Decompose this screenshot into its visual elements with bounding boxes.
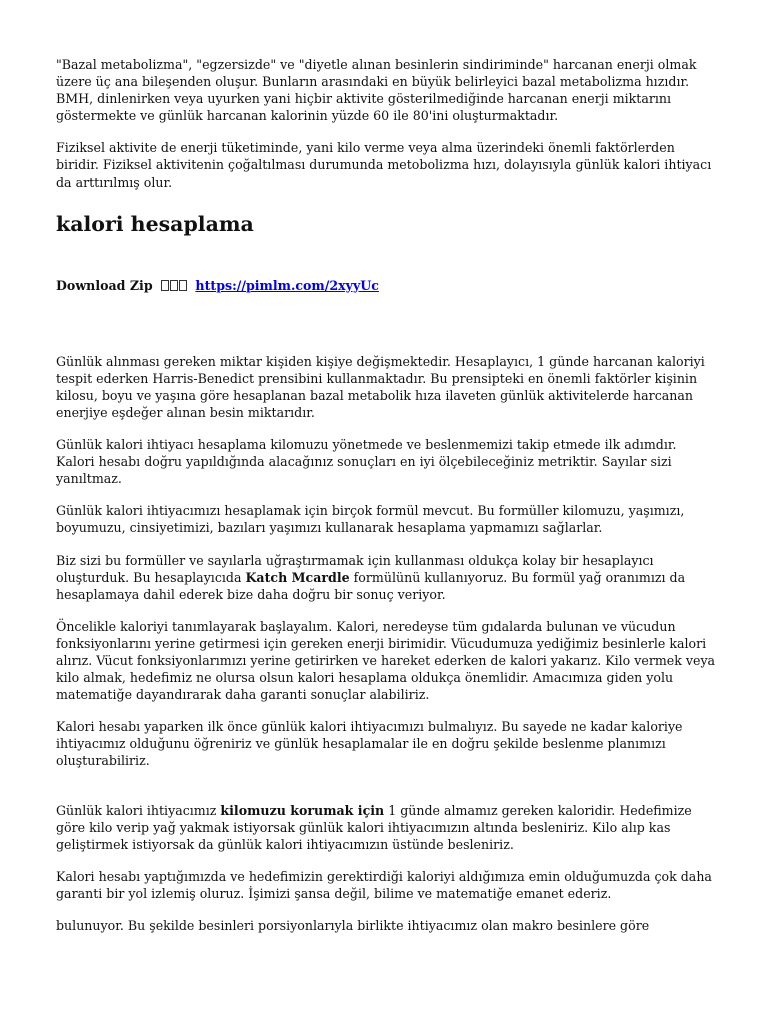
body-paragraph-4-text-a: Biz sizi bu formüller ve sayılarla uğraştırmamak için kullanması oldukça kolay bir hesaplayıcı oluşturduk. Bu hesaplayıcıda [56,552,654,585]
download-line [56,277,716,294]
body-paragraph-1: Günlük alınması gereken miktar kişiden kişiye değişmektedir. Hesaplayıcı, 1 günde harcanan kaloriyi tespit ederken Harris-Benedict prensibini kullanmaktadır. Bu prensipteki en önemli faktörler kişinin kilosu, boyu ve yaşına göre hesaplanan bazal metabolik hıza ilaveten günlük aktivitelerde harcanan enerjiye eşdeğer alınan besin miktarıdır. [56,353,705,420]
body-paragraph-4-text-b: formülünü kullanıyoruz. Bu formül yağ oranımızı da hesaplamaya dahil ederek bize daha doğru bir sonuç veriyor. [56,569,686,602]
download-link[interactable]: https://pimlm.com/2xyyUc [195,277,379,293]
body-paragraph-8: Kalori hesabı yaptığımızda ve hedefimizin gerektirdiği kaloriyi aldığımıza emin olduğumuzda çok daha garanti bir yol izlemiş oluruz. İşimizi şansa değil, bilime ve matematiğe emanet ederiz. [56,868,712,901]
document-page [56,56,716,934]
body-paragraph-5: Öncelikle kaloriyi tanımlayarak başlayalım. Kalori, neredeyse tüm gıdalarda bulunan ve vücudun fonksiyonlarını yerine getirmesi için gereken enerji birimidir. Vücudumuza yediğimiz besinlerle kalori alırız. Vücut fonksiyonlarımızı yerine getirirken ve hareket ederken de kalori yakarız. Kilo vermek veya kilo almak, hedefimiz ne olursa olsun kalori hesaplama oldukça önemlidir. Amacımıza giden yolu matematiğe dayandırarak daha garanti sonuçlar alabiliriz. [56,618,716,703]
body-paragraph-7-bold: kilomuzu korumak için [220,802,385,818]
body-paragraph-9: bulunuyor. Bu şekilde besinleri porsiyonlarıyla birlikte ihtiyacımız olan makro besinlere göre [56,918,650,933]
body-paragraph-7-text-b: 1 günde almamız gereken kaloridir. Hedefimize göre kilo verip yağ yakmak istiyorsak günlük kalori ihtiyacımızın altında besleniriz. Kilo alıp kas geliştirmek istiyorsak da günlük kalori ihtiyacımızın üstünde besleniriz. [56,802,692,852]
body-paragraph-4-bold: Katch Mcardle [245,569,350,585]
intro-paragraph-2: Fiziksel aktivite de enerji tüketiminde, yani kilo verme veya alma üzerindeki önemli faktörlerden biridir. Fiziksel aktivitenin çoğaltılması durumunda metobolizma hızı, dolayısıyla günlük kalori ihtiyacı da arttırılmış olur. [56,140,712,190]
download-label: Download Zip [56,277,153,293]
intro-paragraph-1: "Bazal metabolizma", "egzersizde" ve "diyetle alınan besinlerin sindiriminde" harcanan enerji olmak üzere üç ana bileşenden oluşur. Bunların arasındaki en büyük belirleyici bazal metabolizma hızıdır. BMH, dinlenirken veya uyurken yani hiçbir aktivite gösterilmediğinde harcanan enerji miktarını göstermekte ve günlük harcanan kalorinin yüzde 60 ile 80'ini oluşturmaktadır. [56,57,697,124]
body-paragraph-3: Günlük kalori ihtiyacımızı hesaplamak için birçok formül mevcut. Bu formüller kilomuzu, yaşımızı, boyumuzu, cinsiyetimizi, bazıları yaşımızı kullanarak hesaplama yapmamızı sağlarlar. [56,503,685,536]
arrow-glyphs-icon [161,278,188,293]
body-paragraph-6: Kalori hesabı yaparken ilk önce günlük kalori ihtiyacımızı bulmalıyız. Bu sayede ne kadar kaloriye ihtiyacımız olduğunu öğreniriz ve günlük hesaplamalar ile en doğru şekilde beslenme planımızı oluşturabiliriz. [56,719,683,769]
body-paragraph-4 [56,552,716,603]
body-paragraph-7 [56,802,716,853]
body-paragraph-2: Günlük kalori ihtiyacı hesaplama kilomuzu yönetmede ve beslenmemizi takip etmede ilk adımdır. Kalori hesabı doğru yapıldığında alacağınız sonuçları en iyi ölçebileceğiniz metriktir. Sayılar sizi yanıltmaz. [56,437,677,487]
page-heading: kalori hesaplama [56,211,254,236]
body-paragraph-7-text-a: Günlük kalori ihtiyacımız [56,802,221,818]
